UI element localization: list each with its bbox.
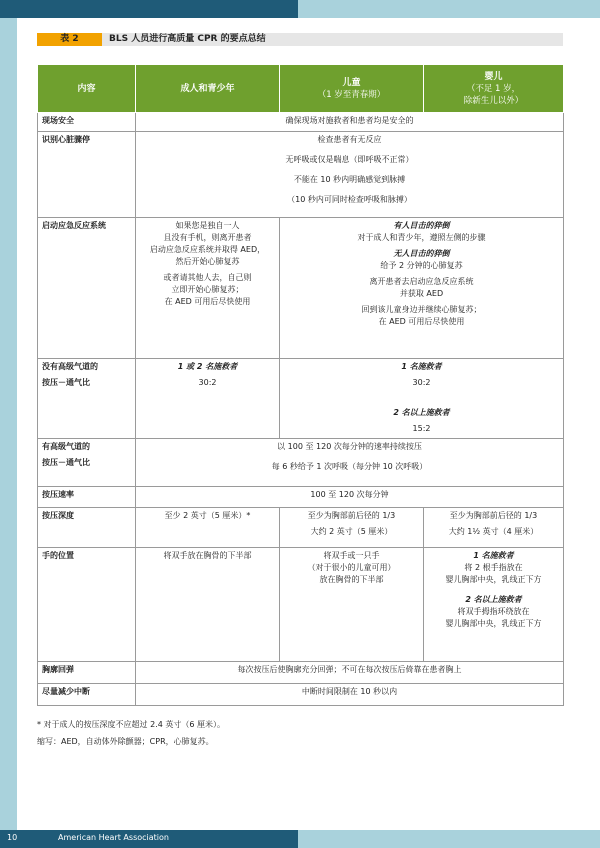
arrest-line: 检查患者有无反应 [317, 135, 382, 144]
table-tag: 表 2 [37, 33, 102, 46]
hands-infant-line: 婴儿胸部中央，乳线正下方 [445, 575, 542, 584]
hands-infant-line: 婴儿胸部中央，乳线正下方 [445, 619, 542, 628]
depth-infant-line: 至少为胸部前后径的 1/3 [449, 511, 538, 520]
footnote: * 对于成人的按压深度不应超过 2.4 英寸（6 厘米）。 [37, 720, 225, 729]
header-child-sub: （1 岁至青春期） [317, 89, 386, 100]
ems-adult-line: 如果您是独自一人 [175, 221, 240, 230]
header-infant-sub2: 除新生儿以外） [463, 95, 524, 106]
ems-unwitnessed-heading: 无人目击的猝倒 [393, 249, 450, 258]
hands-two-rescuer-heading: 2 名以上施救者 [465, 595, 522, 604]
table-notes [37, 718, 225, 748]
hands-one-rescuer-heading: 1 名施救者 [473, 551, 514, 560]
ratio-two-rescuer-heading: 2 名以上施救者 [393, 408, 450, 417]
depth-child-cell [280, 508, 424, 548]
ratio-one-rescuer-heading: 1 名施救者 [401, 362, 442, 371]
ems-line: 在 AED 可用后尽快使用 [378, 317, 465, 326]
ratio-airway-line: 每 6 秒给予 1 次呼吸（每分钟 10 次呼吸） [271, 462, 428, 471]
ems-adult-line: 立即开始心肺复苏； [171, 285, 244, 294]
ems-adult-line: 在 AED 可用后尽快使用 [164, 297, 251, 306]
cpr-summary-table [37, 64, 564, 706]
row-label-line: 按压－通气比 [42, 458, 90, 467]
table-row [38, 662, 564, 684]
row-label-line: 没有高级气道的 [42, 362, 98, 371]
ratio-adult-heading: 1 或 2 名施救者 [177, 362, 238, 371]
header-infant-sub1: （不足 1 岁， [466, 83, 521, 94]
row-label-depth: 按压深度 [38, 508, 136, 548]
table-row [38, 218, 564, 359]
table-row [38, 359, 564, 439]
recoil-text: 每次按压后使胸廓充分回弹；不可在每次按压后倚靠在患者胸上 [136, 662, 564, 684]
ratio-adult-cell [136, 359, 280, 439]
row-label-rate: 按压速率 [38, 487, 136, 508]
ems-line: 回到该儿童身边并继续心肺复苏； [361, 305, 482, 314]
interrupt-text: 中断时间限制在 10 秒以内 [136, 684, 564, 706]
ratio-airway-line: 以 100 至 120 次每分钟的速率持续按压 [277, 442, 422, 451]
header-child [280, 65, 424, 113]
arrest-line: （10 秒内可同时检查呼吸和脉搏） [287, 195, 412, 204]
row-label-scene: 现场安全 [38, 113, 136, 132]
scene-text: 确保现场对施救者和患者均是安全的 [136, 113, 564, 132]
header-child-title: 儿童 [342, 77, 361, 88]
table-row [38, 487, 564, 508]
top-band [0, 0, 298, 18]
depth-infant-cell [424, 508, 564, 548]
ems-line: 并获取 AED [399, 289, 444, 298]
table-row [38, 548, 564, 662]
ems-line: 对于成人和青少年，遵照左侧的步骤 [357, 233, 486, 242]
row-label-arrest: 识别心脏骤停 [38, 132, 136, 218]
header-content: 内容 [38, 65, 136, 113]
table-row [38, 113, 564, 132]
header-row [38, 65, 564, 113]
hands-infant-line: 将双手拇指环绕放在 [457, 607, 530, 616]
depth-child-line: 至少为胸部前后径的 1/3 [307, 511, 396, 520]
row-label-interrupt: 尽量减少中断 [38, 684, 136, 706]
row-label-hands: 手的位置 [38, 548, 136, 662]
table-row [38, 439, 564, 487]
arrest-line: 无呼吸或仅是喘息（即呼吸不正常） [285, 155, 414, 164]
ems-adult-line: 启动应急反应系统并取得 AED， [149, 245, 266, 254]
depth-child-line: 大约 2 英寸（5 厘米） [310, 527, 393, 536]
ratio-child-infant-cell [280, 359, 564, 439]
ems-adult-line: 或者请其他人去，自己则 [163, 273, 252, 282]
ratio-one-rescuer-value: 30:2 [412, 378, 431, 387]
hands-adult: 将双手放在胸骨的下半部 [136, 548, 280, 662]
ems-child-infant-cell [280, 218, 564, 359]
ratio-airway-cell [136, 439, 564, 487]
hands-child-line: （对于很小的儿童可用） [307, 563, 396, 572]
ems-adult-line: 然后开始心肺复苏 [175, 257, 240, 266]
header-adult: 成人和青少年 [136, 65, 280, 113]
depth-adult: 至少 2 英寸（5 厘米）* [136, 508, 280, 548]
ems-witnessed-heading: 有人目击的猝倒 [393, 221, 450, 230]
ems-adult-line: 且没有手机，则离开患者 [163, 233, 252, 242]
row-label-ratio-no-airway [38, 359, 136, 439]
side-bar [0, 18, 17, 830]
header-infant [424, 65, 564, 113]
hands-child-line: 将双手或一只手 [323, 551, 380, 560]
hands-child-cell [280, 548, 424, 662]
table-title-bar [37, 33, 563, 46]
arrest-cell [136, 132, 564, 218]
header-infant-title: 婴儿 [484, 71, 503, 82]
row-label-recoil: 胸廓回弹 [38, 662, 136, 684]
ems-line: 给予 2 分钟的心肺复苏 [380, 261, 463, 270]
ems-line: 离开患者去启动应急反应系统 [369, 277, 474, 286]
abbreviations-note: 缩写：AED，自动体外除颤器；CPR，心肺复苏。 [37, 737, 214, 746]
row-label-line: 按压－通气比 [42, 378, 90, 387]
row-label-line: 有高级气道的 [42, 442, 90, 451]
top-band-accent [298, 0, 600, 18]
hands-child-line: 放在胸骨的下半部 [319, 575, 384, 584]
hands-infant-cell [424, 548, 564, 662]
row-label-ratio-airway [38, 439, 136, 487]
footer-band-accent [298, 830, 600, 848]
ratio-two-rescuer-value: 15:2 [412, 424, 431, 433]
table-row [38, 684, 564, 706]
footer-organization: American Heart Association [58, 833, 169, 842]
arrest-line: 不能在 10 秒内明确感觉到脉搏 [293, 175, 406, 184]
rate-text: 100 至 120 次每分钟 [136, 487, 564, 508]
table-row [38, 132, 564, 218]
page-number: 10 [7, 833, 18, 842]
row-label-ems: 启动应急反应系统 [38, 218, 136, 359]
table-row [38, 508, 564, 548]
table-title: BLS 人员进行高质量 CPR 的要点总结 [109, 34, 266, 44]
ems-adult-cell [136, 218, 280, 359]
ratio-adult-value: 30:2 [198, 378, 217, 387]
depth-infant-line: 大约 1½ 英寸（4 厘米） [448, 527, 539, 536]
hands-infant-line: 将 2 根手指放在 [464, 563, 523, 572]
